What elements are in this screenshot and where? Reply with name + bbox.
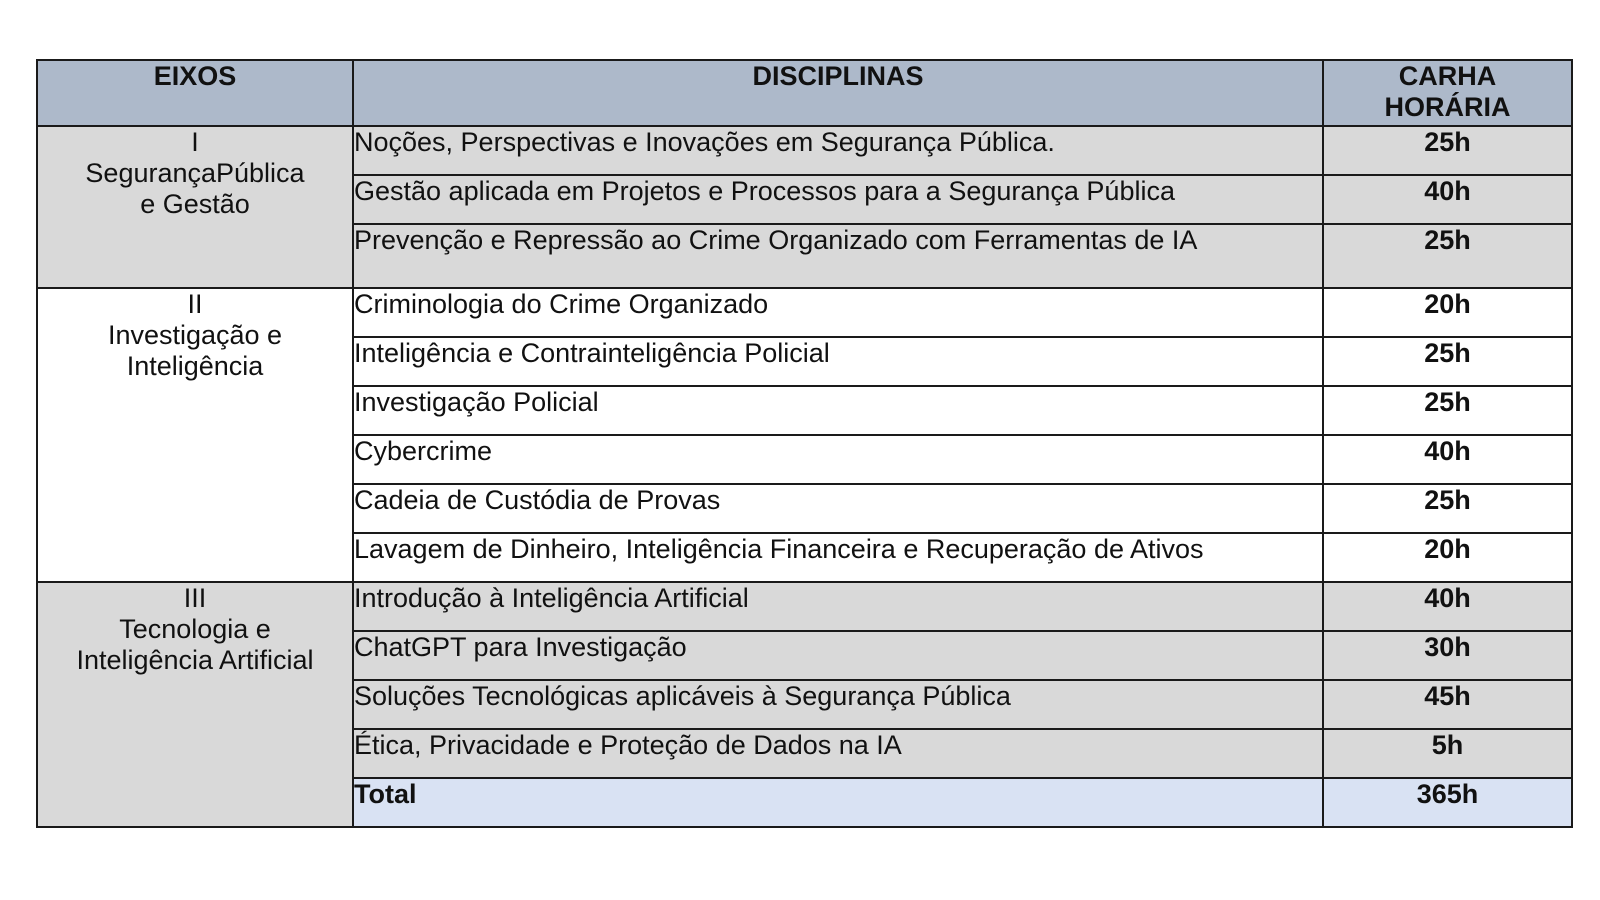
disciplina-cell: Noções, Perspectivas e Inovações em Segurança Pública. [353, 126, 1323, 175]
disciplina-cell: Prevenção e Repressão ao Crime Organizado com Ferramentas de IA [353, 224, 1323, 288]
disciplina-cell: ChatGPT para Investigação [353, 631, 1323, 680]
disciplina-cell: Inteligência e Contrainteligência Policial [353, 337, 1323, 386]
table-row [37, 288, 1572, 337]
disciplina-cell: Soluções Tecnológicas aplicáveis à Segurança Pública [353, 680, 1323, 729]
total-label: Total [353, 778, 1323, 827]
disciplina-cell: Investigação Policial [353, 386, 1323, 435]
disciplina-cell: Cadeia de Custódia de Provas [353, 484, 1323, 533]
total-horas: 365h [1323, 778, 1572, 827]
horas-cell: 25h [1323, 484, 1572, 533]
header-carga-line2: HORÁRIA [1384, 92, 1511, 122]
axis-numeral: I [191, 127, 199, 157]
axis-numeral: III [183, 583, 207, 613]
horas-cell: 25h [1323, 126, 1572, 175]
header-disciplinas: DISCIPLINAS [353, 60, 1323, 126]
header-carga-line1: CARHA [1398, 61, 1497, 91]
axis-name-line2: Inteligência Artificial [76, 645, 314, 675]
disciplina-cell: Gestão aplicada em Projetos e Processos para a Segurança Pública [353, 175, 1323, 224]
axis-cell-3 [37, 582, 353, 827]
curriculum-table [36, 59, 1573, 828]
horas-cell: 5h [1323, 729, 1572, 778]
header-eixos: EIXOS [37, 60, 353, 126]
disciplina-cell: Criminologia do Crime Organizado [353, 288, 1323, 337]
axis-name-line2: Inteligência [126, 351, 264, 381]
table-row [37, 126, 1572, 175]
horas-cell: 40h [1323, 435, 1572, 484]
horas-cell: 45h [1323, 680, 1572, 729]
axis-cell-2 [37, 288, 353, 582]
table-row [37, 582, 1572, 631]
disciplina-cell: Lavagem de Dinheiro, Inteligência Financeira e Recuperação de Ativos [353, 533, 1323, 582]
axis-name-line2: e Gestão [140, 189, 250, 219]
horas-cell: 40h [1323, 175, 1572, 224]
horas-cell: 25h [1323, 224, 1572, 288]
horas-cell: 20h [1323, 533, 1572, 582]
disciplina-cell: Cybercrime [353, 435, 1323, 484]
disciplina-cell: Introdução à Inteligência Artificial [353, 582, 1323, 631]
header-carga-horaria [1323, 60, 1572, 126]
disciplina-cell: Ética, Privacidade e Proteção de Dados na IA [353, 729, 1323, 778]
header-row [37, 60, 1572, 126]
axis-cell-1 [37, 126, 353, 288]
axis-name-line1: Tecnologia e [119, 614, 271, 644]
axis-numeral: II [187, 289, 203, 319]
horas-cell: 20h [1323, 288, 1572, 337]
horas-cell: 30h [1323, 631, 1572, 680]
horas-cell: 25h [1323, 337, 1572, 386]
axis-name-line1: Investigação e [107, 320, 283, 350]
horas-cell: 40h [1323, 582, 1572, 631]
horas-cell: 25h [1323, 386, 1572, 435]
axis-name-line1: SegurançaPública [85, 158, 305, 188]
